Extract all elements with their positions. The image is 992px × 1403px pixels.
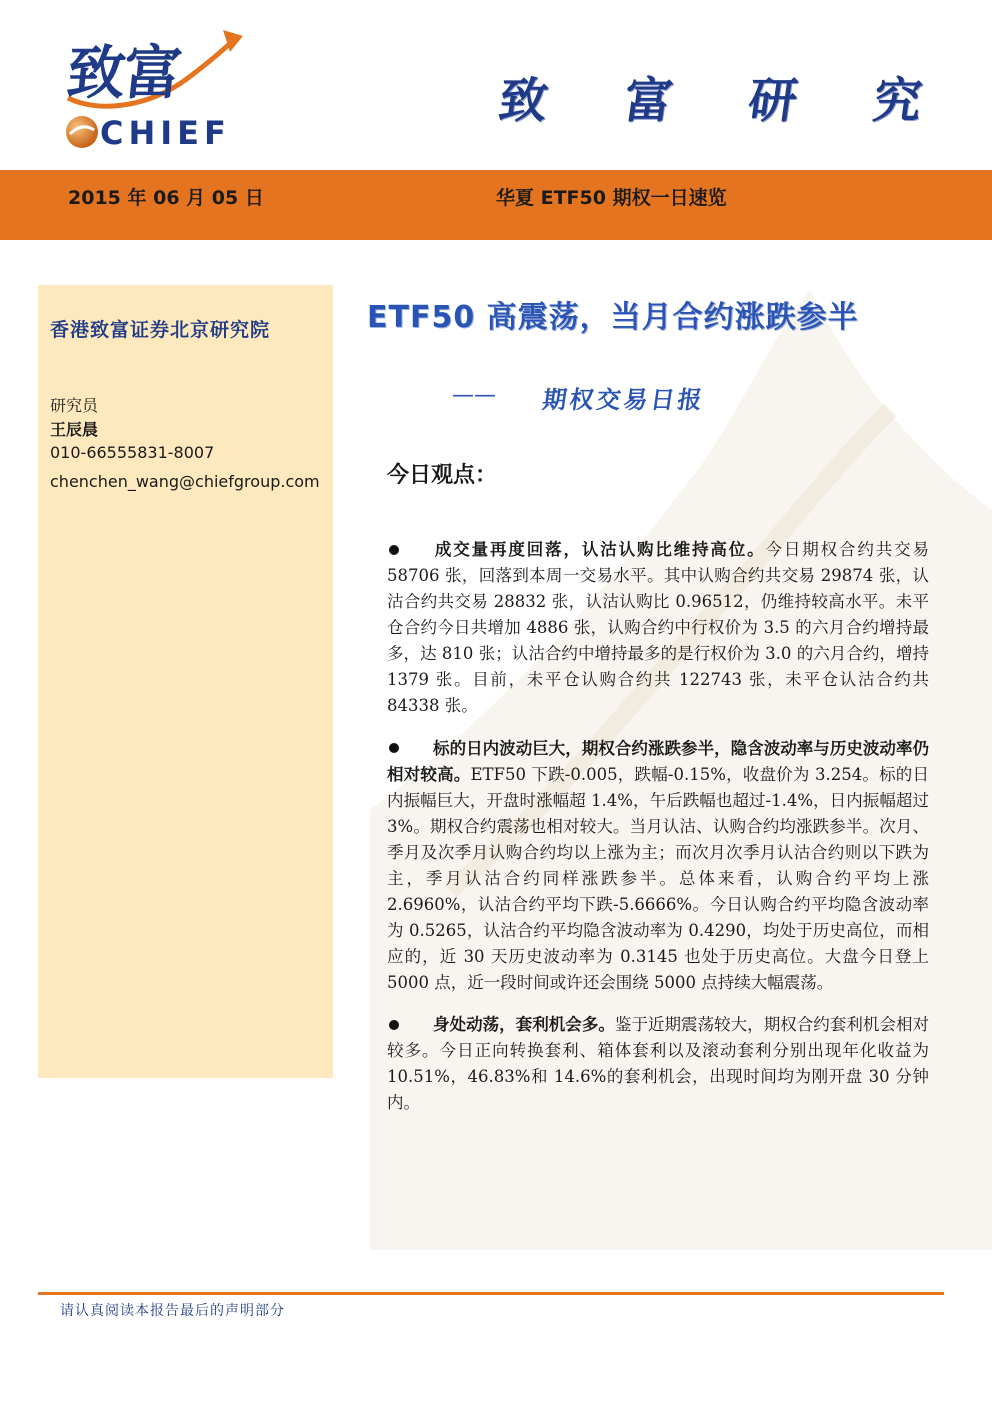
point-body: 今日期权合约共交易 58706 张，回落到本周一交易水平。其中认购合约共交易 29874 张，认沽合约共交易 28832 张，认沽认购比 0.96512，仍维持较高水平。未平仓合约今日共增加 4886 张，认购合约中行权价为 3.5 的六月合约增持最多，达 810 张；认沽合约中增持最多的是行权价为 3.0 的六月合约，增持 1379 张。目前，未平仓认购合约共 122743 张，未平仓认沽合约共 84338 张。 bbox=[387, 540, 930, 715]
point-body: ETF50 下跌-0.005，跌幅-0.15%，收盘价为 3.254。标的日内振幅巨大，开盘时涨幅超 1.4%，午后跌幅也超过-1.4%，日内振幅超过 3%。期权合约震荡也相对较大。当月认沽、认购合约均涨跌参半。次月、季月及次季月认购合约均以上涨为主；而次月次季月认沽合约则以下跌为主，季月认沽合约同样涨跌参半。总体来看，认购合约平均上涨 2.6960%，认沽合约平均下跌-5.6666%。今日认购合约平均隐含波动率为 0.5265，认沽合约平均隐含波动率为 0.4290，均处于历史高位，而相应的，近 30 天历史波动率为 0.3145 也处于历史高位。大盘今日登上 5000 点，近一段时间或许还会围绕 5000 点持续大幅震荡。 bbox=[387, 764, 930, 992]
author-email-link[interactable]: chenchen_wang@chiefgroup.com bbox=[50, 472, 320, 491]
point-lead: 标的日内波动巨大，期权合约涨跌参半，隐含波动率与历史波动率仍相对较高。 bbox=[387, 738, 929, 784]
subhead-dash: —— bbox=[452, 383, 496, 408]
bullet-icon bbox=[389, 545, 399, 555]
report-subheadline: 期权交易日报 bbox=[540, 385, 707, 414]
logo-chinese-text: 致富 bbox=[63, 39, 184, 107]
footer-disclaimer: 请认真阅读本报告最后的声明部分 bbox=[60, 1303, 285, 1319]
section-title-today-view: 今日观点： bbox=[387, 462, 498, 488]
report-series-title: 华夏 ETF50 期权一日速览 bbox=[496, 187, 727, 209]
logo-english-text: CHIEF bbox=[100, 114, 231, 152]
key-points-list bbox=[387, 537, 929, 1126]
point-body: 鉴于近期震荡较大，期权合约套利机会相对较多。今日正向转换套利、箱体套利以及滚动套利分别出现年化收益为 10.51%，46.83%和 14.6%的套利机会，出现时间均为刚开盘 30 分钟内。 bbox=[387, 1015, 930, 1112]
footer-divider bbox=[38, 1292, 944, 1295]
institution-name: 香港致富证券北京研究院 bbox=[50, 319, 271, 341]
point-lead: 成交量再度回落，认沽认购比维持高位。 bbox=[433, 540, 766, 559]
point-lead: 身处动荡，套利机会多。 bbox=[433, 1015, 615, 1034]
bullet-icon bbox=[389, 1020, 399, 1030]
list-item bbox=[387, 736, 929, 996]
author-name: 王辰晨 bbox=[50, 420, 99, 439]
list-item bbox=[387, 1012, 929, 1116]
list-item bbox=[387, 537, 929, 719]
chief-logo bbox=[58, 18, 258, 158]
brand-title: 致 富 研 究 bbox=[495, 73, 956, 129]
author-sidebar bbox=[38, 285, 333, 1078]
logo-sphere-icon bbox=[62, 112, 102, 152]
report-headline: ETF50 高震荡，当月合约涨跌参半 bbox=[367, 300, 859, 335]
bullet-icon bbox=[389, 743, 399, 753]
author-phone: 010-66555831-8007 bbox=[50, 443, 215, 462]
report-date: 2015 年 06 月 05 日 bbox=[68, 187, 264, 209]
author-role: 研究员 bbox=[50, 396, 99, 415]
